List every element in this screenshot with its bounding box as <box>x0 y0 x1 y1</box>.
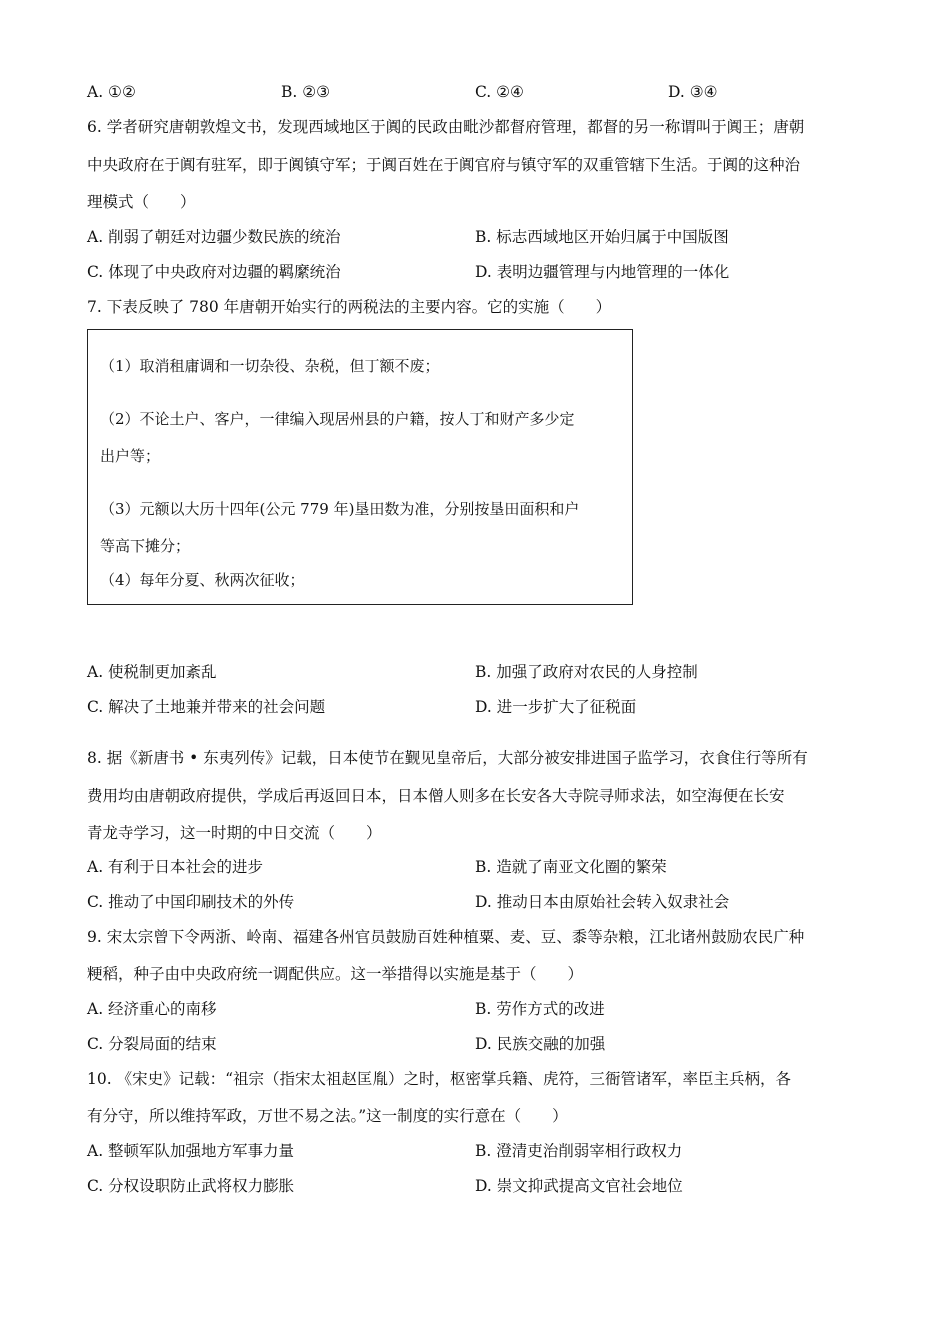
q10-option-c[interactable]: C. 分权设职防止武将权力膨胀 <box>87 1177 295 1195</box>
q8-option-d[interactable]: D. 推动日本由原始社会转入奴隶社会 <box>475 893 730 911</box>
q6-stem-line-1: 6. 学者研究唐朝敦煌文书，发现西域地区于阗的民政由毗沙都督府管理，都督的另一称谓叫于阗王；唐朝 <box>87 118 805 136</box>
q9-stem-line-1: 9. 宋太宗曾下令两浙、岭南、福建各州官员鼓励百姓种植粟、麦、豆、黍等杂粮，江北诸州鼓励农民广种 <box>87 928 805 946</box>
q7-material-box <box>87 329 633 605</box>
q6-option-a[interactable]: A. 削弱了朝廷对边疆少数民族的统治 <box>87 228 341 246</box>
q10-option-a[interactable]: A. 整顿军队加强地方军事力量 <box>87 1142 295 1160</box>
q7-box-line-2: （2）不论土户、客户，一律编入现居州县的户籍，按人丁和财产多少定 <box>100 410 575 428</box>
q7-stem: 7. 下表反映了 780 年唐朝开始实行的两税法的主要内容。它的实施（ ） <box>87 298 612 316</box>
q7-box-line-3: 出户等； <box>100 447 161 465</box>
q7-box-line-1: （1）取消租庸调和一切杂役、杂税，但丁额不废； <box>100 357 440 375</box>
q6-option-b[interactable]: B. 标志西域地区开始归属于中国版图 <box>475 228 729 246</box>
q9-option-a[interactable]: A. 经济重心的南移 <box>87 1000 217 1018</box>
q9-stem-line-2: 粳稻，种子由中央政府统一调配供应。这一举措得以实施是基于（ ） <box>87 965 584 983</box>
q8-option-c[interactable]: C. 推动了中国印刷技术的外传 <box>87 893 295 911</box>
q5-option-a[interactable]: A. ①② <box>87 83 136 101</box>
q8-stem-line-3: 青龙寺学习，这一时期的中日交流（ ） <box>87 824 382 842</box>
q8-option-b[interactable]: B. 造就了南亚文化圈的繁荣 <box>475 858 667 876</box>
q8-stem-line-1: 8. 据《新唐书 • 东夷列传》记载，日本使节在觐见皇帝后，大部分被安排进国子监学习，衣食住行等所有 <box>87 749 808 767</box>
q6-option-d[interactable]: D. 表明边疆管理与内地管理的一体化 <box>475 263 730 281</box>
q7-option-d[interactable]: D. 进一步扩大了征税面 <box>475 698 637 716</box>
q7-option-c[interactable]: C. 解决了土地兼并带来的社会问题 <box>87 698 326 716</box>
q7-box-line-4: （3）元额以大历十四年(公元 779 年)垦田数为准，分别按垦田面积和户 <box>100 500 580 518</box>
q9-option-d[interactable]: D. 民族交融的加强 <box>475 1035 606 1053</box>
q7-box-line-5: 等高下摊分； <box>100 537 191 555</box>
q7-box-line-6: （4）每年分夏、秋两次征收； <box>100 571 305 589</box>
q10-option-b[interactable]: B. 澄清吏治削弱宰相行政权力 <box>475 1142 683 1160</box>
q5-option-b[interactable]: B. ②③ <box>281 83 331 101</box>
q8-option-a[interactable]: A. 有利于日本社会的进步 <box>87 858 264 876</box>
q7-option-a[interactable]: A. 使税制更加紊乱 <box>87 663 217 681</box>
q7-option-b[interactable]: B. 加强了政府对农民的人身控制 <box>475 663 698 681</box>
q10-stem-line-1: 10. 《宋史》记载：“祖宗（指宋太祖赵匡胤）之时，枢密掌兵籍、虎符，三衙管诸军，率臣主兵柄，各 <box>87 1070 792 1088</box>
q5-option-d[interactable]: D. ③④ <box>668 83 718 101</box>
q9-option-b[interactable]: B. 劳作方式的改进 <box>475 1000 605 1018</box>
q8-stem-line-2: 费用均由唐朝政府提供，学成后再返回日本，日本僧人则多在长安各大寺院寻师求法，如空海便在长安 <box>87 787 785 805</box>
q5-option-c[interactable]: C. ②④ <box>475 83 524 101</box>
q6-option-c[interactable]: C. 体现了中央政府对边疆的羁縻统治 <box>87 263 341 281</box>
q6-stem-line-2: 中央政府在于阗有驻军，即于阗镇守军；于阗百姓在于阗官府与镇守军的双重管辖下生活。于阗的这种治 <box>87 156 801 174</box>
q10-option-d[interactable]: D. 崇文抑武提高文官社会地位 <box>475 1177 683 1195</box>
q9-option-c[interactable]: C. 分裂局面的结束 <box>87 1035 217 1053</box>
q6-stem-line-3: 理模式（ ） <box>87 193 196 211</box>
q10-stem-line-2: 有分守，所以维持军政，万世不易之法。”这一制度的实行意在（ ） <box>87 1107 568 1125</box>
